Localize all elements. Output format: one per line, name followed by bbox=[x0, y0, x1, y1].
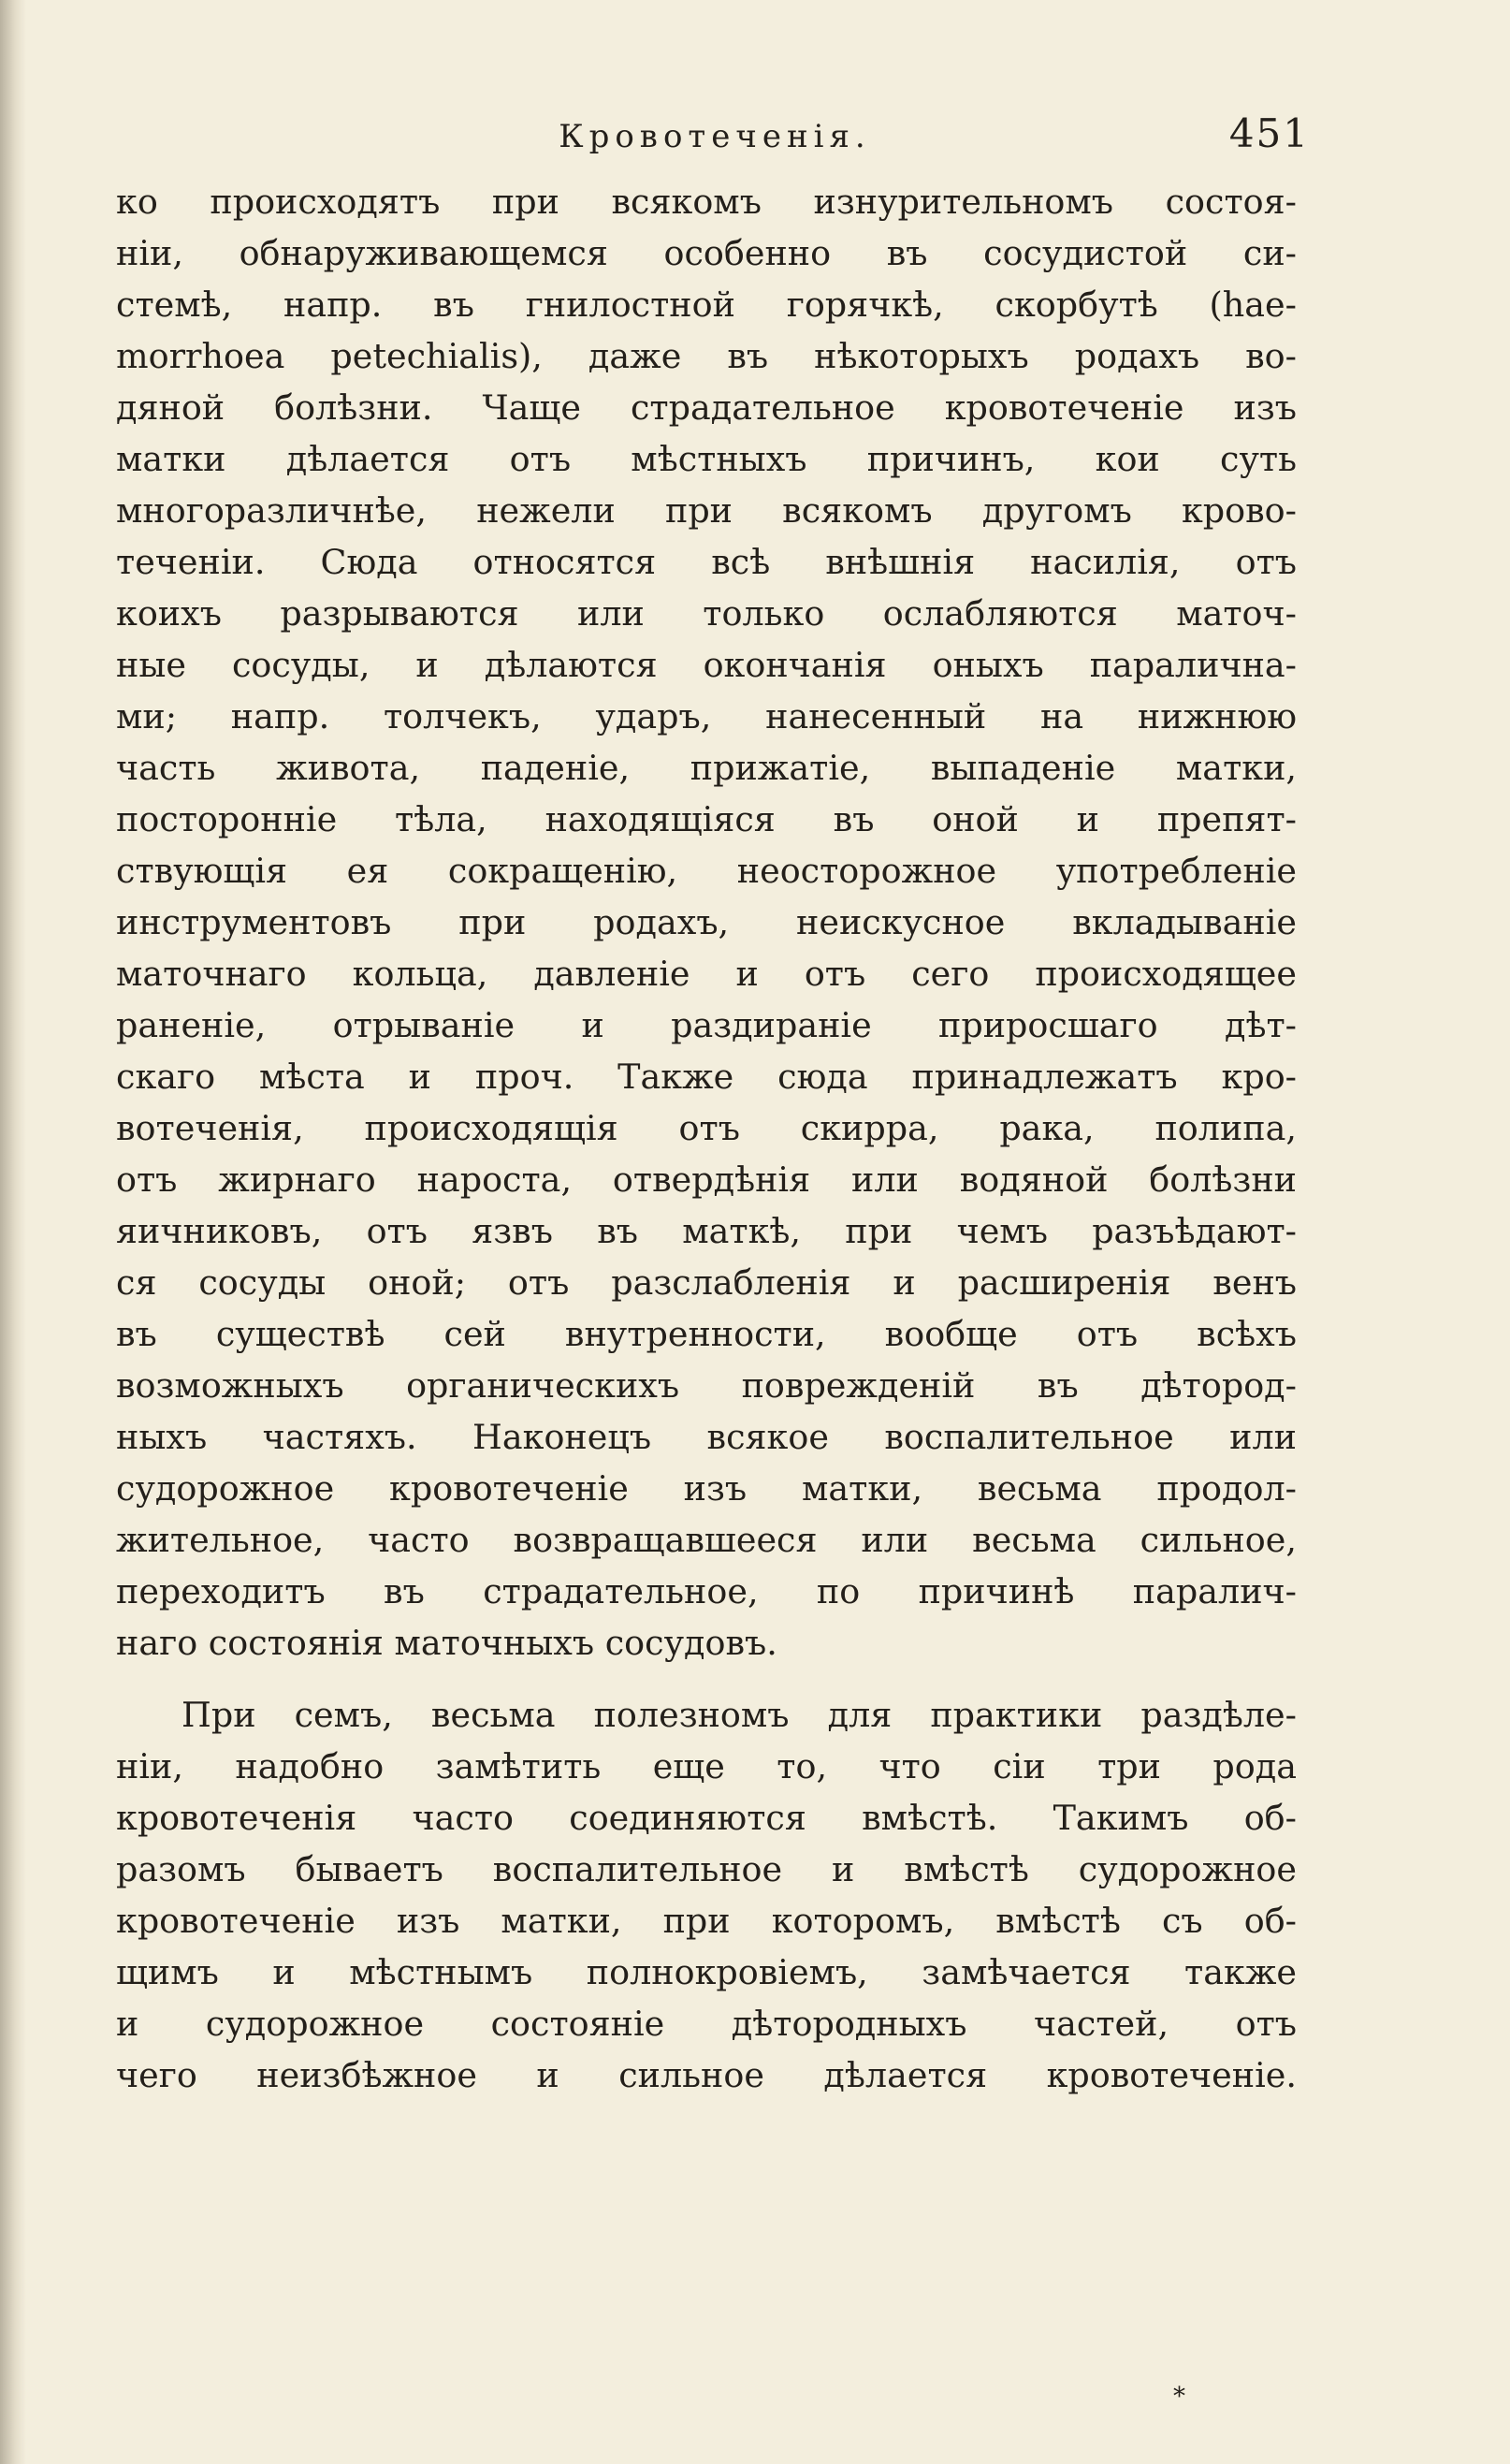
text-line: раненіе, отрываніе и раздираніе приросшаго дѣт- bbox=[116, 1005, 1297, 1045]
text-line: яичниковъ, отъ язвъ въ маткѣ, при чемъ разъѣдают- bbox=[116, 1211, 1297, 1251]
text-line: жительное, часто возвращавшееся или весьма сильное, bbox=[116, 1520, 1297, 1560]
text-line: кровотеченія часто соединяются вмѣстѣ. Такимъ об- bbox=[116, 1798, 1297, 1838]
text-line: ніи, надобно замѣтить еще то, что сіи три рода bbox=[116, 1746, 1297, 1786]
text-line: ныхъ частяхъ. Наконецъ всякое воспалительное или bbox=[116, 1417, 1297, 1457]
text-line: ніи, обнаруживающемся особенно въ сосудистой си- bbox=[116, 233, 1297, 273]
text-line: судорожное кровотеченіе изъ матки, весьма продол- bbox=[116, 1468, 1297, 1509]
text-line: вотеченія, происходящія отъ скирра, рака, полипа, bbox=[116, 1108, 1297, 1148]
binding-shadow bbox=[0, 0, 26, 2464]
paragraph-2 bbox=[116, 1689, 1297, 2101]
text-line: разомъ бываетъ воспалительное и вмѣстѣ судорожное bbox=[116, 1849, 1297, 1889]
page-body bbox=[116, 176, 1297, 2101]
text-line: дяной болѣзни. Чаще страдательное кровотеченіе изъ bbox=[116, 387, 1297, 428]
text-line: отъ жирнаго нароста, отвердѣнія или водяной болѣзни bbox=[116, 1159, 1297, 1200]
text-line: ствующія ея сокращенію, неосторожное употребленіе bbox=[116, 851, 1297, 891]
text-line: ся сосуды оной; отъ разслабленія и расширенія венъ bbox=[116, 1262, 1297, 1303]
text-line: кровотеченіе изъ матки, при которомъ, вмѣстѣ съ об- bbox=[116, 1901, 1297, 1941]
text-line: ми; напр. толчекъ, ударъ, нанесенный на нижнюю bbox=[116, 696, 1297, 736]
text-line: стемѣ, напр. въ гнилостной горячкѣ, скорбутѣ (hae- bbox=[116, 284, 1297, 325]
paragraph-1 bbox=[116, 176, 1297, 1669]
text-line: теченіи. Сюда относятся всѣ внѣшнія насилія, отъ bbox=[116, 542, 1297, 582]
text-line: ко происходятъ при всякомъ изнурительномъ состоя- bbox=[116, 182, 1297, 222]
text-line: посторонніе тѣла, находящіяся въ оной и препят- bbox=[116, 799, 1297, 839]
page-header bbox=[120, 110, 1310, 167]
paragraph-gap bbox=[116, 1669, 1297, 1689]
running-head: Кровотеченія. bbox=[559, 118, 871, 155]
text-line: щимъ и мѣстнымъ полнокровіемъ, замѣчается также bbox=[116, 1952, 1297, 1992]
text-line: многоразличнѣе, нежели при всякомъ другомъ крово- bbox=[116, 490, 1297, 531]
text-line: и судорожное состояніе дѣтородныхъ частей, отъ bbox=[116, 2004, 1297, 2044]
page-number: 451 bbox=[1228, 110, 1310, 156]
text-line: маточнаго кольца, давленіе и отъ сего происходящее bbox=[116, 954, 1297, 994]
text-line: скаго мѣста и проч. Также сюда принадлежатъ кро- bbox=[116, 1057, 1297, 1097]
text-line: ные сосуды, и дѣлаются окончанія оныхъ паралична- bbox=[116, 645, 1297, 685]
text-line: часть живота, паденіе, прижатіе, выпаденіе матки, bbox=[116, 748, 1297, 788]
text-line: возможныхъ органическихъ поврежденій въ дѣтород- bbox=[116, 1365, 1297, 1406]
text-line: въ существѣ сей внутренности, вообще отъ всѣхъ bbox=[116, 1314, 1297, 1354]
text-line: переходитъ въ страдательное, по причинѣ паралич- bbox=[116, 1571, 1297, 1611]
text-line: инструментовъ при родахъ, неискусное вкладываніе bbox=[116, 902, 1297, 942]
text-line: При семъ, весьма полезномъ для практики раздѣле- bbox=[181, 1695, 1297, 1735]
footer-mark: * bbox=[1173, 2383, 1185, 2411]
text-line: чего неизбѣжное и сильное дѣлается кровотеченіе. bbox=[116, 2055, 1297, 2095]
text-line: коихъ разрываются или только ослабляются маточ- bbox=[116, 593, 1297, 634]
text-line: матки дѣлается отъ мѣстныхъ причинъ, кои суть bbox=[116, 439, 1297, 479]
text-line: morrhoea petechialis), даже въ нѣкоторыхъ родахъ во- bbox=[116, 336, 1297, 376]
text-line: наго состоянія маточныхъ сосудовъ. bbox=[116, 1623, 777, 1663]
